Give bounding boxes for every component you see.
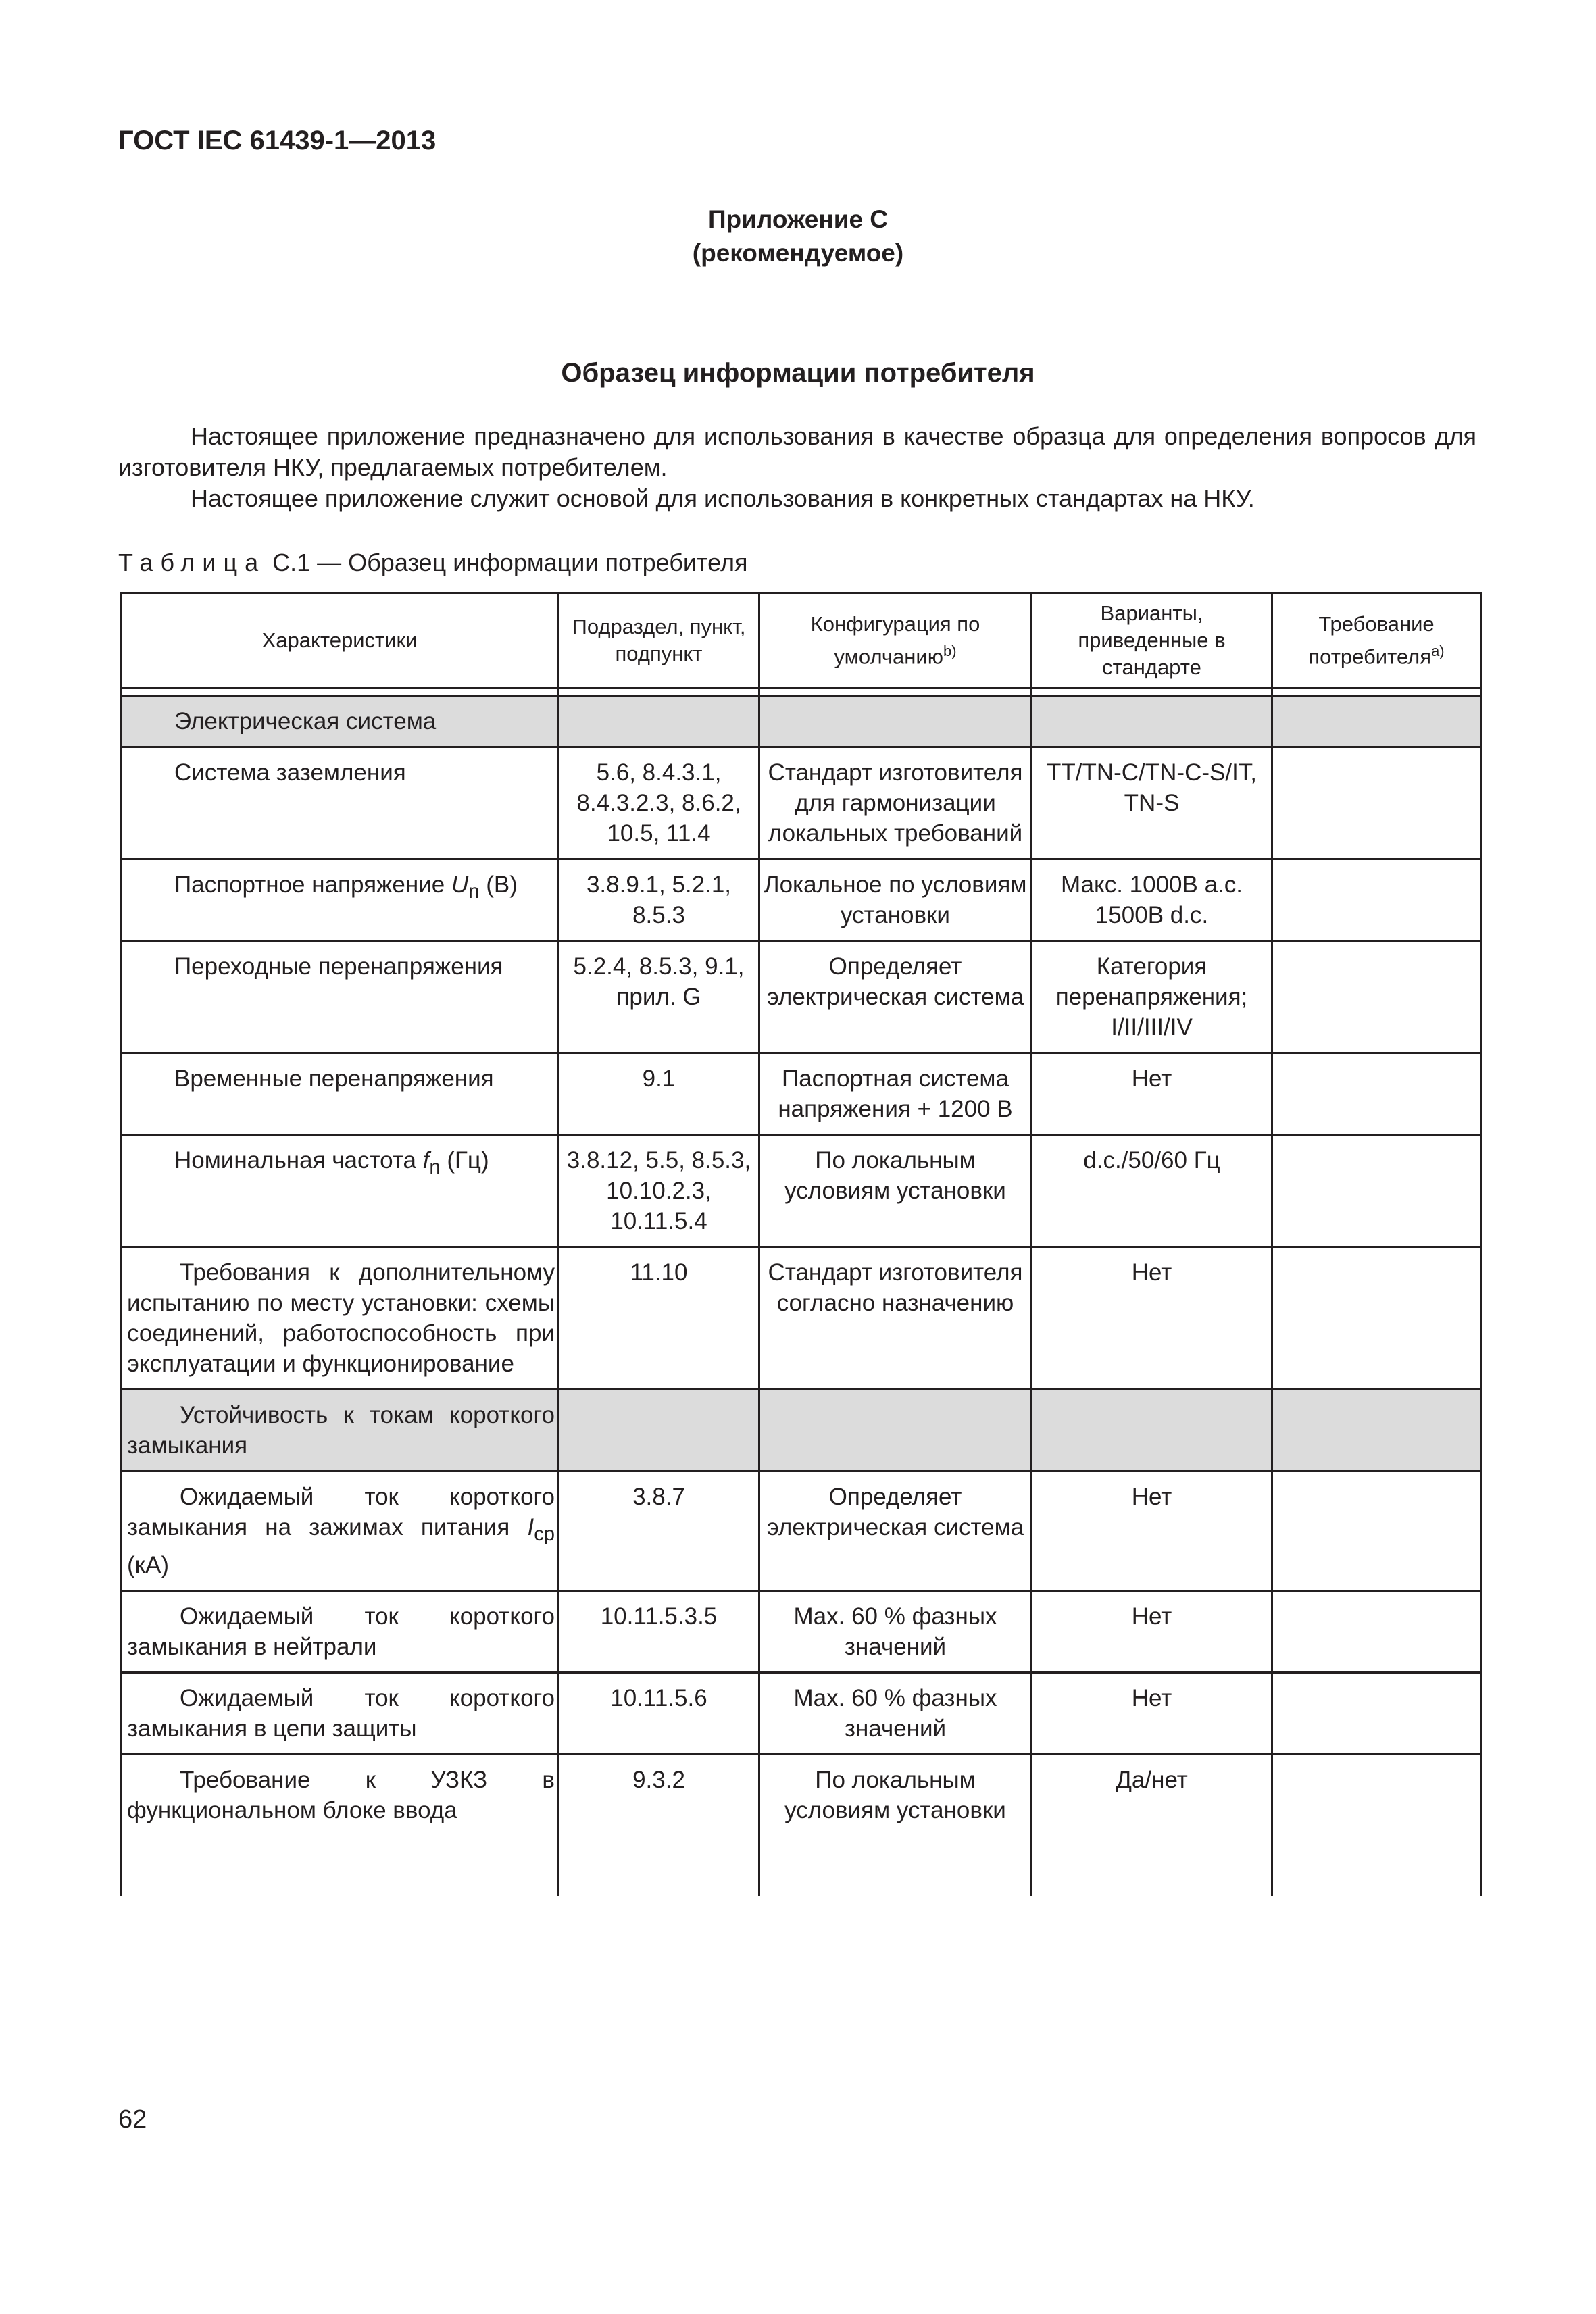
section-row xyxy=(121,1390,1481,1472)
table-row xyxy=(121,1135,1481,1247)
cell-default: Стандарт изготовителя для гармонизации локальных требований xyxy=(759,747,1032,859)
cell-clause: 11.10 xyxy=(559,1247,759,1390)
header-default-config-text: Конфигурация по умолчанию xyxy=(810,611,980,669)
cell-variants: Нет xyxy=(1032,1591,1272,1673)
cell-requirement xyxy=(1272,1053,1481,1135)
cell-characteristic: Ожидаемый ток короткого замыкания в нейтрали xyxy=(121,1591,559,1673)
cell-clause: 3.8.7 xyxy=(559,1472,759,1591)
page-number: 62 xyxy=(118,2105,147,2134)
cell-variants: Нет xyxy=(1032,1673,1272,1755)
table-row xyxy=(121,747,1481,859)
cell-clause: 5.2.4, 8.5.3, 9.1, прил. G xyxy=(559,941,759,1053)
cell-variants: Нет xyxy=(1032,1247,1272,1390)
cell-characteristic: Требование к УЗКЗ в функциональном блоке ввода xyxy=(121,1755,559,1896)
intro-paragraph-1: Настоящее приложение предназначено для использования в качестве образца для определения вопросов для изготовителя НКУ, предлагаемых потребителем. xyxy=(118,422,1476,481)
cell-requirement xyxy=(1272,1673,1481,1755)
footnote-mark-b: b) xyxy=(943,642,957,659)
customer-info-table xyxy=(120,592,1482,1896)
cell-characteristic: Номинальная частота $f_n$ (Гц) xyxy=(121,1135,559,1247)
standard-code: ГОСТ IEC 61439-1—2013 xyxy=(118,126,437,155)
intro-paragraph-2: Настоящее приложение служит основой для использования в конкретных стандартах на НКУ. xyxy=(191,484,1255,512)
table-row xyxy=(121,1053,1481,1135)
cell-variants: Нет xyxy=(1032,1053,1272,1135)
cell-characteristic: Переходные перенапряжения xyxy=(121,941,559,1053)
cell-characteristic: Временные перенапряжения xyxy=(121,1053,559,1135)
header-requirement xyxy=(1272,593,1481,688)
table-row xyxy=(121,941,1481,1053)
cell-characteristic: Ожидаемый ток короткого замыкания на зажимах питания $I_{cp}$ (кА) xyxy=(121,1472,559,1591)
cell-characteristic: Ожидаемый ток короткого замыкания в цепи защиты xyxy=(121,1673,559,1755)
cell-requirement xyxy=(1272,941,1481,1053)
annex-status: (рекомендуемое) xyxy=(692,239,904,267)
footnote-mark-a: a) xyxy=(1431,642,1445,659)
annex-title: Образец информации потребителя xyxy=(561,358,1035,388)
header-requirement-text: Требование потребителя xyxy=(1308,611,1435,669)
table-row xyxy=(121,859,1481,941)
cell-variants: Нет xyxy=(1032,1472,1272,1591)
cell-characteristic: Система заземления xyxy=(121,747,559,859)
table-row xyxy=(121,1673,1481,1755)
cell-default: Стандарт изготовителя согласно назначению xyxy=(759,1247,1032,1390)
table-header-row xyxy=(121,593,1481,688)
cell-default: Определяет электрическая система xyxy=(759,941,1032,1053)
header-characteristics: Характеристики xyxy=(121,593,559,688)
cell-characteristic: Паспортное напряжение $U_n$ (В) xyxy=(121,859,559,941)
header-default-config xyxy=(759,593,1032,688)
table-caption-title: С.1 — Образец информации потребителя xyxy=(266,549,748,576)
cell-variants: Макс. 1000В a.c. 1500В d.c. xyxy=(1032,859,1272,941)
table-row xyxy=(121,1472,1481,1591)
cell-default: По локальным условиям установки xyxy=(759,1135,1032,1247)
cell-requirement xyxy=(1272,859,1481,941)
section-title: Электрическая система xyxy=(121,696,559,747)
cell-clause: 3.8.9.1, 5.2.1, 8.5.3 xyxy=(559,859,759,941)
cell-requirement xyxy=(1272,1472,1481,1591)
cell-variants: Категория перенапряжения; I/II/III/IV xyxy=(1032,941,1272,1053)
cell-requirement xyxy=(1272,1755,1481,1896)
annex-label: Приложение С xyxy=(707,205,889,233)
cell-clause: 3.8.12, 5.5, 8.5.3, 10.10.2.3, 10.11.5.4 xyxy=(559,1135,759,1247)
header-clause: Подраздел, пункт, подпункт xyxy=(559,593,759,688)
cell-requirement xyxy=(1272,747,1481,859)
intro-text xyxy=(118,421,1476,514)
cell-default: Локальное по условиям установки xyxy=(759,859,1032,941)
cell-variants: TT/TN-C/TN-C-S/IT, TN-S xyxy=(1032,747,1272,859)
cell-default: Max. 60 % фазных значений xyxy=(759,1591,1032,1673)
section-row xyxy=(121,696,1481,747)
table-caption-prefix: Таблица xyxy=(118,549,266,576)
cell-default: По локальным условиям установки xyxy=(759,1755,1032,1896)
cell-clause: 9.3.2 xyxy=(559,1755,759,1896)
cell-requirement xyxy=(1272,1135,1481,1247)
cell-default: Паспортная система напряжения + 1200 В xyxy=(759,1053,1032,1135)
cell-clause: 10.11.5.6 xyxy=(559,1673,759,1755)
table-row xyxy=(121,1755,1481,1896)
cell-characteristic: Требования к дополнительному испытанию по месту установки: схемы соединений, работоспособность при эксплуатации и функционирование xyxy=(121,1247,559,1390)
table-row xyxy=(121,1247,1481,1390)
cell-requirement xyxy=(1272,1247,1481,1390)
cell-requirement xyxy=(1272,1591,1481,1673)
cell-default: Определяет электрическая система xyxy=(759,1472,1032,1591)
annex-heading xyxy=(0,203,1596,270)
table-caption xyxy=(118,549,747,577)
header-double-rule xyxy=(121,688,1481,696)
cell-variants: d.c./50/60 Гц xyxy=(1032,1135,1272,1247)
cell-variants: Да/нет xyxy=(1032,1755,1272,1896)
cell-default: Max. 60 % фазных значений xyxy=(759,1673,1032,1755)
table-row xyxy=(121,1591,1481,1673)
cell-clause: 9.1 xyxy=(559,1053,759,1135)
section-title: Устойчивость к токам короткого замыкания xyxy=(121,1390,559,1472)
cell-clause: 10.11.5.3.5 xyxy=(559,1591,759,1673)
cell-clause: 5.6, 8.4.3.1, 8.4.3.2.3, 8.6.2, 10.5, 11.4 xyxy=(559,747,759,859)
header-variants: Варианты, приведенные в стандарте xyxy=(1032,593,1272,688)
